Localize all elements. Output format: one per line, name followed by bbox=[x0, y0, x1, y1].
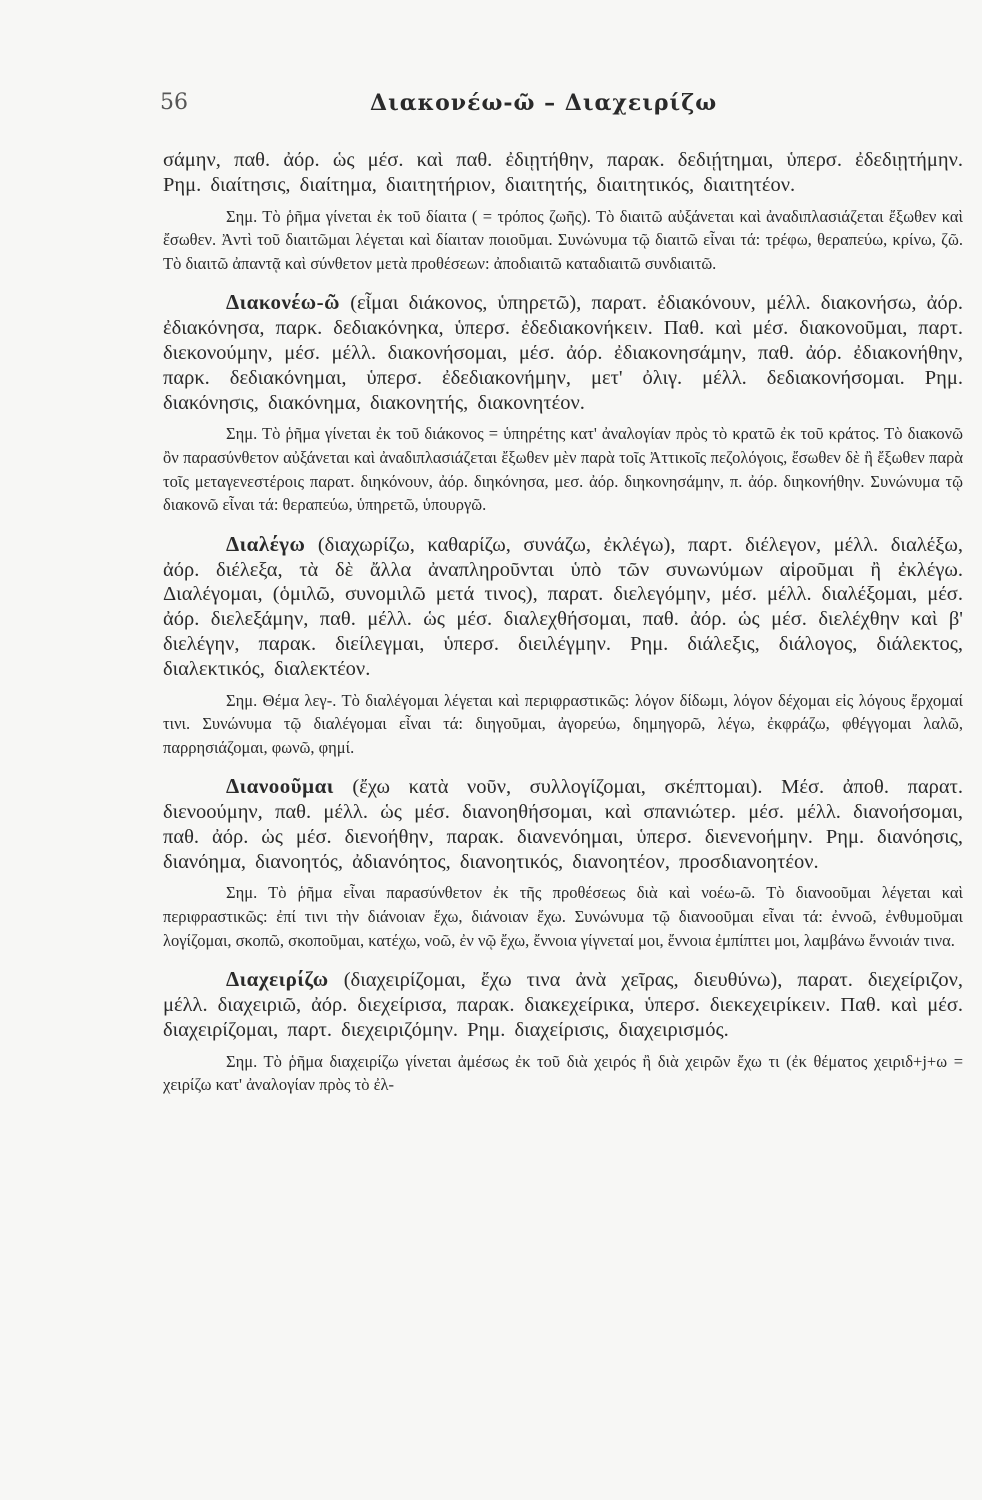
note-dianoeomai: Σημ. Τὸ ῥῆμα εἶναι παρασύνθετον ἐκ τῆς προθέσεως διὰ καὶ νοέω-ῶ. Τὸ διανοοῦμαι λέγεται καὶ περιφραστικῶς: ἐπί τινι τὴν διάνοιαν ἔχω, διάνοιαν ἔχω. Συνώνυμα τῷ διανοοῦμαι εἶναι τά: ἐννοῶ, ἐνθυμοῦμαι λογίζομαι, σκοπῶ, σκοποῦμαι, κατέχω, νοῶ, ἐν νῷ ἔχω, ἔννοια γίγνεταί μοι, ἔννοια ἐμπίπτει μοι, λαμβάνω ἔννοιάν τινα. bbox=[163, 883, 963, 950]
running-head: Διακονέω-ῶ – Διαχειρίζω bbox=[370, 90, 718, 116]
entry-diakoneo bbox=[163, 290, 963, 415]
note-diaitao: Σημ. Τὸ ῥῆμα γίνεται ἐκ τοῦ δίαιτα ( = τρόπος ζωῆς). Τὸ διαιτῶ αὐξάνεται καὶ ἀναδιπλασιάζεται ἔξωθεν καὶ ἔσωθεν. Ἀντὶ τοῦ διαιτῶμαι λέγεται καὶ δίαιταν ποιοῦμαι. Συνώνυμα τῷ διαιτῶ εἶναι τά: τρέφω, θεραπεύω, κρίνω, ζῶ. Τὸ διαιτῶ ἀπαντᾷ καὶ σύνθετον μετὰ προθέσεων: ἀποδιαιτῶ καταδιαιτῶ συνδιαιτῶ. bbox=[163, 206, 963, 273]
entry-diacheirizo-body: (διαχειρίζομαι, ἔχω τινα ἀνὰ χεῖρας, διευθύνω), παρατ. διεχείριζον, μέλλ. διαχειριῶ, ἀόρ. διεχείρισα, παρακ. διακεχείρικα, ὑπερσ. διεκεχειρίκειν. Παθ. καὶ μέσ. διαχειρίζομαι, παρτ. διεχειριζόμην. Ρημ. διαχείρισις, διαχειρισμός. bbox=[163, 969, 964, 1041]
note-dialego: Σημ. Θέμα λεγ-. Τὸ διαλέγομαι λέγεται καὶ περιφραστικῶς: λόγον δίδωμι, λόγον δέχομαι εἰς λόγους ἔρχομαί τινι. Συνώνυμα τῷ διαλέγομαι εἶναι τά: διηγοῦμαι, ἀγορεύω, δημηγορῶ, λέγω, ἐκφράζω, φθέγγομαι λαλῶ, παρρησιάζομαι, φωνῶ, φημί. bbox=[163, 690, 963, 757]
page-content bbox=[163, 148, 963, 1097]
entry-diaitao-continued: σάμην, παθ. ἀόρ. ὡς μέσ. καὶ παθ. ἐδιῃτήθην, παρακ. δεδιῄτημαι, ὑπερσ. ἐδεδιῃτήμην. Ρημ. διαίτησις, διαίτημα, διαιτητήριον, διαιτητής, διαιτητικός, διαιτητέον. bbox=[163, 149, 963, 196]
headword-diakoneo: Διακονέω-ῶ bbox=[226, 290, 340, 315]
entry-dialego bbox=[163, 532, 963, 682]
page-header bbox=[160, 90, 860, 130]
entry-diakoneo-body: (εἶμαι διάκονος, ὑπηρετῶ), παρατ. ἐδιακόνουν, μέλλ. διακονήσω, ἀόρ. ἐδιακόνησα, παρκ. δεδιακόνηκα, ὑπερσ. ἐδεδιακονήκειν. Παθ. καὶ μέσ. διακονοῦμαι, παρτ. διεκονούμην, μέσ. μέλλ. διακονήσομαι, μέσ. ἀόρ. ἐδιακονησάμην, παθ. ἀόρ. ἐδιακονήθην, παρκ. δεδιακόνημαι, ὑπερσ. ἐδεδιακονήμην, μετ' ὀλιγ. μέλλ. δεδιακονήσομαι. Ρημ. διακόνησις, διακόνημα, διακονητής, διακονητέον. bbox=[163, 292, 963, 414]
headword-dialego: Διαλέγω bbox=[226, 531, 306, 556]
entry-dialego-body: (διαχωρίζω, καθαρίζω, συνάζω, ἐκλέγω), παρτ. διέλεγον, μέλλ. διαλέξω, ἀόρ. διέλεξα, τὰ δὲ ἄλλα ἀναπληροῦνται ὑπὸ τῶν συνωνύμων αἱροῦμαι ἢ ἐκλέγω. Διαλέγομαι, (ὁμιλῶ, συνομιλῶ μετά τινος), παρατ. διελεγόμην, μέσ. μέλλ. διαλέξομαι, μέσ. ἀόρ. διελεξάμην, παθ. μέλλ. ὡς μέσ. διαλεχθήσομαι, παθ. ἀόρ. ὡς μέσ. διελέχθην καὶ β' διελέγην, παρακ. διείλεγμαι, ὑπερσ. διειλέγμην. Ρημ. διάλεξις, διάλογος, διάλεκτος, διαλεκτικός, διαλεκτέον. bbox=[163, 533, 963, 680]
entry-dianoeomai bbox=[163, 774, 963, 874]
headword-diacheirizo: Διαχειρίζω bbox=[226, 967, 329, 992]
entry-diacheirizo bbox=[163, 967, 963, 1042]
note-diacheirizo: Σημ. Τὸ ῥῆμα διαχειρίζω γίνεται ἀμέσως ἐκ τοῦ διὰ χειρός ἢ διὰ χειρῶν ἔχω τι (ἐκ θέματος χειριδ+j+ω = χειρίζω κατ' ἀναλογίαν πρὸς τὸ ἐλ- bbox=[163, 1051, 963, 1095]
entry-dianoeomai-body: (ἔχω κατὰ νοῦν, συλλογίζομαι, σκέπτομαι). Μέσ. ἀποθ. παρατ. διενοούμην, παθ. μέλλ. ὡς μέσ. διανοηθήσομαι, καὶ σπανιώτερ. μέσ. μέλλ. διανοήσομαι, παθ. ἀόρ. ὡς μέσ. διενοήθην, παρακ. διανενόημαι, ὑπερσ. διενενοήμην. Ρημ. διανόησις, διανόημα, διανοητός, ἀδιανόητος, διανοητικός, διανοητέον, προσδιανοητέον. bbox=[163, 776, 964, 873]
headword-dianoeomai: Διανοοῦμαι bbox=[226, 774, 334, 799]
note-diakoneo: Σημ. Τὸ ῥῆμα γίνεται ἐκ τοῦ διάκονος = ὑπηρέτης κατ' ἀναλογίαν πρὸς τὸ κρατῶ ἐκ τοῦ κράτος. Τὸ διακονῶ ὂν παρασύνθετον αὐξάνεται καὶ ἀναδιπλασιάζεται ἔξωθεν μὲν παρὰ τοῖς Ἀττικοῖς πεζολόγοις, ἔσωθεν δὲ ἢ ἔξωθεν παρὰ τοῖς μεταγενεστέροις παρατ. διηκόνουν, ἀόρ. διηκόνησα, μεσ. ἀόρ. διηκονησάμην, π. ἀόρ. διηκονήθην. Συνώνυμα τῷ διακονῶ εἶναι τά: θεραπεύω, ὑπηρετῶ, ὑπουργῶ. bbox=[163, 424, 963, 515]
page-number: 56 bbox=[160, 90, 188, 115]
